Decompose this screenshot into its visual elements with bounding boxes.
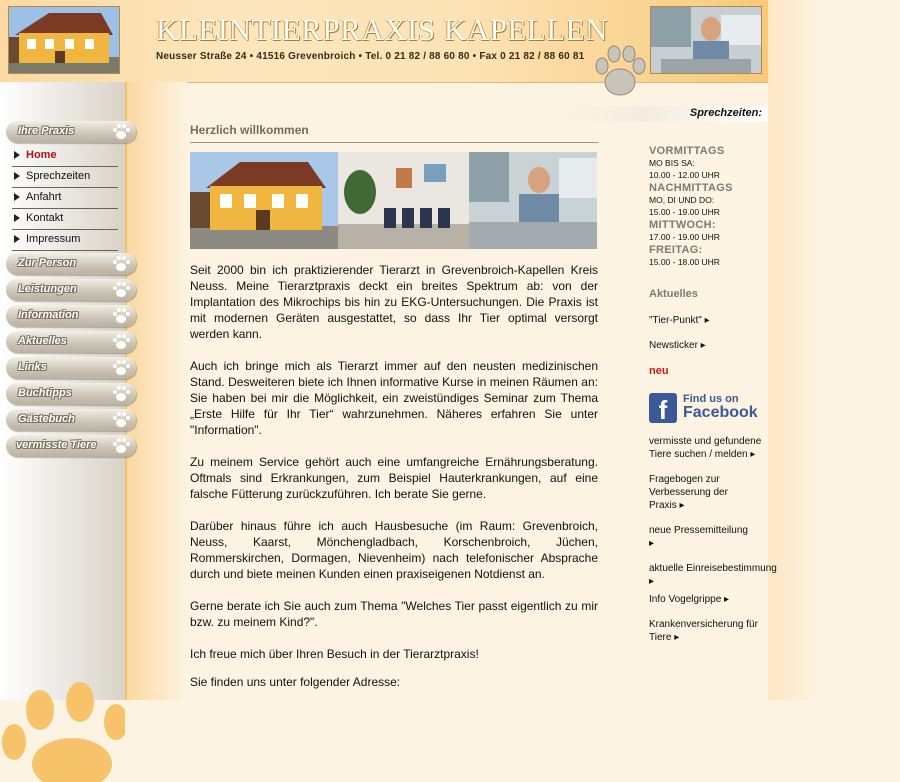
- paragraph: Zu meinem Service gehört auch eine umfangreiche Ernährungsberatung. Oftmals sind Erkrankungen, zum Beispiel Hauterkrankungen, auf eine falsche Fütterung zurückzuführen. Ich berate Sie gerne.: [190, 455, 598, 501]
- paw-icon: [110, 437, 130, 455]
- waiting-room-photo: [338, 152, 469, 249]
- facebook-link[interactable]: [649, 393, 763, 423]
- paw-icon: [110, 385, 130, 403]
- nav-buchtipps-button[interactable]: [6, 383, 136, 405]
- building-photo: [190, 152, 338, 249]
- nav-information-button[interactable]: [6, 305, 136, 327]
- nav-label: vermisste Tiere: [16, 439, 97, 451]
- paw-icon: [110, 333, 130, 351]
- hours-heading: NACHMITTAGS: [649, 182, 733, 194]
- paragraph: Auch ich bringe mich als Tierarzt immer auf den neusten medizinischen Stand. Desweiteren biete ich Ihnen informative Kurse in meinen Räumen an: Sie haben bei mir die Möglichkeit, ein zweistündiges Seminar zum Thema „Erste Hilfe für Ihr Tier“ wahrzunehmen. Näheres erfahren Sie unter "Information".: [190, 359, 598, 437]
- paw-icon: [110, 123, 130, 141]
- subnav-anfahrt[interactable]: [12, 188, 118, 209]
- arrow-right-icon: [14, 235, 20, 243]
- hours-heading: MITTWOCH:: [649, 219, 716, 231]
- paw-icon: [110, 359, 130, 377]
- facebook-brand-text: Facebook: [683, 404, 758, 421]
- site-title: KLEINTIERPRAXIS KAPELLEN: [156, 12, 608, 47]
- nav-links-button[interactable]: [6, 357, 136, 379]
- aktuelles-heading: Aktuelles: [649, 288, 698, 300]
- subnav-impressum[interactable]: [12, 230, 118, 251]
- krankenversicherung-link[interactable]: Krankenversicherung für Tiere ▸: [649, 619, 758, 643]
- paw-icon: [592, 44, 646, 100]
- nav-ihre-praxis-button[interactable]: [6, 121, 136, 143]
- nav-leistungen-button[interactable]: [6, 279, 136, 301]
- facebook-icon: f: [649, 393, 677, 423]
- paw-decoration-icon: [0, 682, 125, 782]
- nav-vermisste-tiere-button[interactable]: [6, 435, 136, 457]
- practice-photo-strip: [190, 152, 597, 249]
- paragraph: Sie finden uns unter folgender Adresse:: [190, 675, 401, 689]
- content-gradient: [127, 82, 187, 700]
- paragraph: Seit 2000 bin ich praktizierender Tierarzt in Grevenbroich-Kapellen Kreis Neuss. Meine Tierarztpraxis deckt ein breites Spektrum ab: von der Implantation des Mikrochips bis hin zu EKG-Untersuchungen. Die Praxis ist mit modernen Geräten ausgestattet, so dass Ihr Tier optimal versorgt werden kann.: [190, 263, 598, 341]
- subnav-label: Kontakt: [26, 212, 64, 224]
- paw-icon: [110, 411, 130, 429]
- sprechzeiten-label: Sprechzeiten:: [689, 107, 762, 119]
- hours-days: MO, DI UND DO:: [649, 195, 715, 205]
- hours-heading: FREITAG:: [649, 244, 703, 256]
- nav-label: Information: [18, 309, 79, 321]
- paw-icon: [110, 255, 130, 273]
- paw-icon: [110, 307, 130, 325]
- arrow-right-icon: [14, 172, 20, 180]
- nav-label: Ihre Praxis: [18, 125, 75, 137]
- nav-label: Leistungen: [18, 283, 77, 295]
- paragraph: Darüber hinaus führe ich auch Hausbesuche (im Raum: Grevenbroich, Neuss, Kaarst, Mönchengladbach, Korschenbroich, Jüchen, Rommerskirchen, Dormagen, Nievenheim) nach telefonischer Absprache durch und biete meinen Kunden einen praxiseigenen Notdienst an.: [190, 519, 598, 581]
- practice-building-photo: [8, 6, 120, 74]
- new-badge: neu: [649, 365, 669, 377]
- right-background: [768, 0, 900, 700]
- welcome-heading: Herzlich willkommen: [190, 123, 598, 143]
- paragraph: Ich freue mich über Ihren Besuch in der Tierarztpraxis!: [190, 647, 479, 661]
- subnav-label: Sprechzeiten: [26, 170, 91, 182]
- site-address: Neusser Straße 24 • 41516 Grevenbroich • Tel. 0 21 82 / 88 60 80 • Fax 0 21 82 / 88 60 81: [156, 51, 585, 62]
- vermisste-tiere-link[interactable]: vermisste und gefundene Tiere suchen / melden ▸: [649, 436, 762, 460]
- subnav-label: Home: [26, 149, 57, 161]
- nav-aktuelles-button[interactable]: [6, 331, 136, 353]
- nav-label: Buchtipps: [18, 387, 72, 399]
- hours-time: 10.00 - 12.00 UHR: [649, 170, 720, 180]
- fragebogen-link[interactable]: Fragebogen zur Verbesserung der Praxis ▸: [649, 474, 728, 511]
- nav-zur-person-button[interactable]: [6, 253, 136, 275]
- arrow-right-icon: [14, 151, 20, 159]
- hours-time: 15.00 - 18.00 UHR: [649, 257, 720, 267]
- nav-label: Zur Person: [18, 257, 77, 269]
- hours-time: 15.00 - 19.00 UHR: [649, 207, 720, 217]
- tier-punkt-link[interactable]: "Tier-Punkt" ▸: [649, 315, 710, 326]
- veterinarian-photo: [650, 6, 762, 74]
- hours-heading: VORMITTAGS: [649, 145, 725, 157]
- opening-hours: [649, 144, 779, 268]
- einreisebestimmung-link[interactable]: aktuelle Einreisebestimmung ▸: [649, 563, 777, 587]
- nav-label: Gästebuch: [18, 413, 75, 425]
- nav-label: Links: [18, 361, 47, 373]
- subnav-label: Impressum: [26, 233, 81, 245]
- treatment-room-photo: [469, 152, 597, 249]
- vogelgrippe-link[interactable]: Info Vogelgrippe ▸: [649, 594, 730, 605]
- pressemitteilung-link[interactable]: neue Pressemitteilung ▸: [649, 525, 748, 549]
- subnav-sprechzeiten[interactable]: [12, 167, 118, 188]
- hours-time: 17.00 - 19.00 UHR: [649, 232, 720, 242]
- paw-icon: [110, 281, 130, 299]
- arrow-right-icon: [14, 214, 20, 222]
- arrow-right-icon: [14, 193, 20, 201]
- site-header: [0, 0, 768, 83]
- nav-gaestebuch-button[interactable]: [6, 409, 136, 431]
- sprechzeiten-tab: [562, 106, 768, 122]
- subnav-kontakt[interactable]: [12, 209, 118, 230]
- intro-text: [190, 262, 598, 706]
- newsticker-link[interactable]: Newsticker ▸: [649, 340, 706, 351]
- subnav-home[interactable]: [12, 146, 118, 167]
- hours-days: MO BIS SA:: [649, 158, 695, 168]
- facebook-find-text: Find us on: [683, 393, 739, 405]
- subnav-label: Anfahrt: [26, 191, 62, 203]
- paragraph: Gerne berate ich Sie auch zum Thema "Welches Tier passt eigentlich zu mir bzw. zu meinem Kind?".: [190, 599, 598, 629]
- nav-label: Aktuelles: [18, 335, 67, 347]
